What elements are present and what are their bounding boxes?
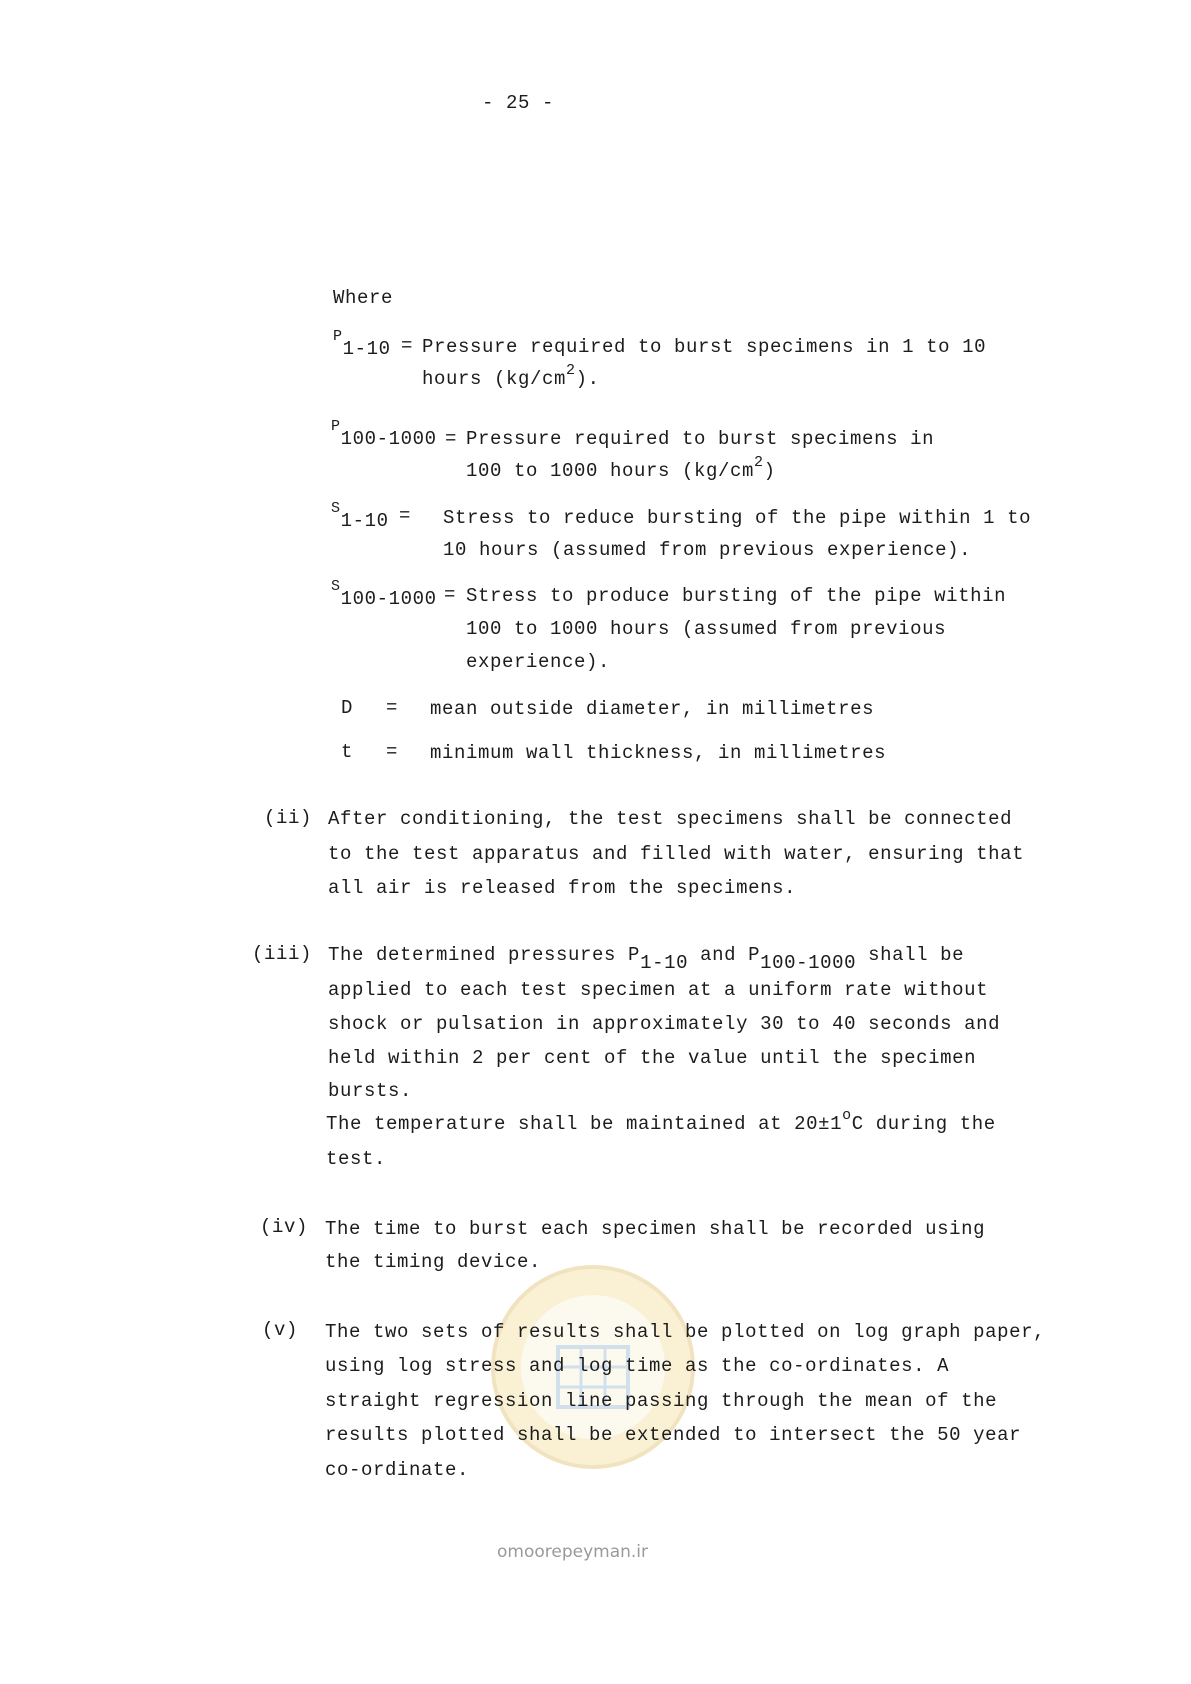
item-label: (ii) xyxy=(264,807,313,829)
symbol-s100-1000: $^S$100-1000 xyxy=(331,578,437,610)
item-line: straight regression line passing through the mean of the xyxy=(325,1390,998,1412)
symbol-subscript: 1-10 xyxy=(342,338,391,360)
symbol-p100-1000: $^P$100-1000 xyxy=(331,418,437,450)
item-line: The temperature shall be maintained at $20\pm 1^oC$ during the xyxy=(326,1107,996,1135)
item-label: (iii) xyxy=(252,943,313,965)
item-line: to the test apparatus and filled with water, ensuring that xyxy=(328,843,1025,865)
item-label: (iv) xyxy=(260,1216,309,1238)
definition-text-line-1: Stress to reduce bursting of the pipe within 1 to xyxy=(443,507,1032,529)
equals-sign: = xyxy=(401,335,414,357)
equals-sign: = xyxy=(445,428,458,450)
item-line: The time to burst each specimen shall be recorded using xyxy=(325,1218,986,1240)
item-line: applied to each test specimen at a uniform rate without xyxy=(328,979,989,1001)
definition-text-line-1: Stress to produce bursting of the pipe within xyxy=(466,585,1007,607)
equals-sign: = xyxy=(386,741,399,763)
symbol-d: D xyxy=(341,697,354,719)
item-line: held within 2 per cent of the value until the specimen xyxy=(328,1047,977,1069)
symbol-s1-10: $^S$1-10 xyxy=(331,500,389,532)
definition-text-line-1: Pressure required to burst specimens in xyxy=(466,428,935,450)
where-label: Where xyxy=(333,287,394,309)
symbol-p1-10 xyxy=(333,328,391,360)
watermark-url: omoorepeyman.ir xyxy=(497,1542,649,1562)
item-line: co-ordinate. xyxy=(325,1459,470,1481)
definition-text: minimum wall thickness, in millimetres xyxy=(430,742,887,764)
definition-text-line-2: 100 to 1000 hours $(kg/cm^2)$ xyxy=(466,454,776,482)
definition-text-line-2: 100 to 1000 hours (assumed from previous xyxy=(466,618,947,640)
symbol-letter: P xyxy=(333,328,343,345)
definition-text-line-1: Pressure required to burst specimens in 1 to 10 xyxy=(422,336,987,358)
definition-text-line-2: 10 hours (assumed from previous experience). xyxy=(443,539,972,561)
item-line: shock or pulsation in approximately 30 to 40 seconds and xyxy=(328,1013,1001,1035)
equals-sign: = xyxy=(399,505,412,527)
symbol-t: t xyxy=(341,741,354,763)
equals-sign: = xyxy=(444,584,457,606)
item-line: all air is released from the specimens. xyxy=(328,877,797,899)
item-line: The determined pressures P1-10 and P100-1000 shall be xyxy=(328,944,965,974)
item-line: test. xyxy=(326,1148,387,1170)
definition-text-line-3: experience). xyxy=(466,651,611,673)
item-line: bursts. xyxy=(328,1080,413,1102)
item-line: using log stress and log time as the co-ordinates. A xyxy=(325,1355,950,1377)
definition-text: mean outside diameter, in millimetres xyxy=(430,698,875,720)
item-line: the timing device. xyxy=(325,1251,542,1273)
page-number: - 25 - xyxy=(482,92,555,114)
item-line: results plotted shall be extended to intersect the 50 year xyxy=(325,1424,1022,1446)
item-label: (v) xyxy=(262,1319,299,1341)
item-line: The two sets of results shall be plotted on log graph paper, xyxy=(325,1321,1046,1343)
definition-text-line-2: hours $(kg/cm^2)$. xyxy=(422,362,600,390)
item-line: After conditioning, the test specimens shall be connected xyxy=(328,808,1013,830)
equals-sign: = xyxy=(386,697,399,719)
